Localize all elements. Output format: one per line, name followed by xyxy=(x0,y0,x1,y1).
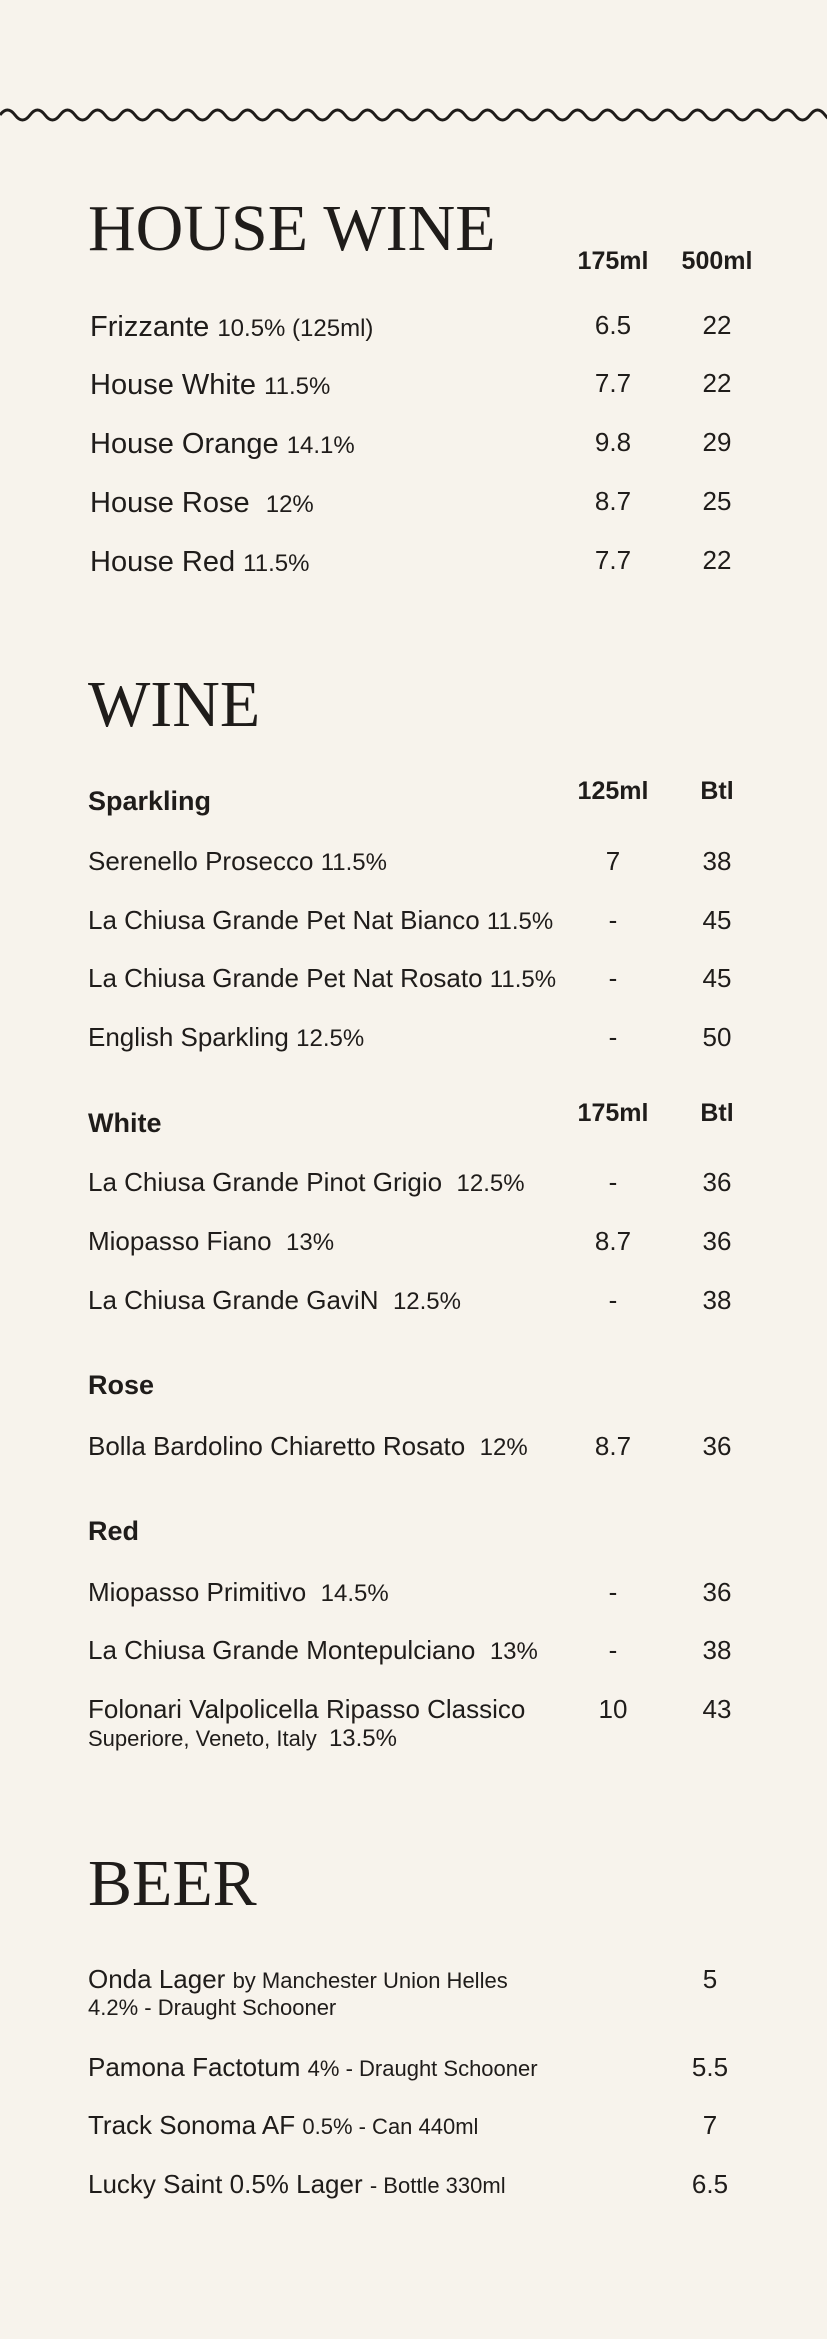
price-glass: 8.7 xyxy=(594,1431,632,1461)
price-500ml: 22 xyxy=(702,310,732,340)
price: 6.5 xyxy=(691,2169,729,2199)
menu-item xyxy=(0,2169,827,2209)
price-glass: - xyxy=(608,963,618,993)
menu-item xyxy=(0,545,827,585)
item-name: Bolla Bardolino Chiaretto Rosato 12% xyxy=(88,1431,528,1461)
price-500ml: 29 xyxy=(702,427,732,457)
menu-item xyxy=(0,486,827,526)
menu-item xyxy=(0,1226,827,1266)
price-glass: 10 xyxy=(598,1694,628,1724)
wave-divider xyxy=(0,104,827,126)
price: 5.5 xyxy=(691,2052,729,2082)
wine-title: WINE xyxy=(88,668,261,741)
item-origin: Superiore, Veneto, Italy 13.5% xyxy=(88,1725,397,1752)
menu-item xyxy=(0,2052,827,2092)
item-name: Folonari Valpolicella Ripasso Classico xyxy=(88,1694,526,1724)
price-bottle: 38 xyxy=(702,1635,732,1665)
sparkling-col-btl: Btl xyxy=(700,777,734,805)
item-name: Track Sonoma AF 0.5% - Can 440ml xyxy=(88,2110,479,2140)
sparkling-col-125ml: 125ml xyxy=(577,777,649,805)
price-glass: 7 xyxy=(605,846,621,876)
menu-item xyxy=(0,427,827,467)
house-wine-col-500ml: 500ml xyxy=(681,247,753,275)
house-wine-title: HOUSE WINE xyxy=(88,192,496,265)
beer-title: BEER xyxy=(88,1847,257,1920)
item-name: La Chiusa Grande Montepulciano 13% xyxy=(88,1635,538,1665)
price-glass: - xyxy=(608,1285,618,1315)
item-name: House Orange 14.1% xyxy=(90,428,355,460)
menu-item xyxy=(0,1285,827,1325)
item-name: Pamona Factotum 4% - Draught Schooner xyxy=(88,2052,538,2082)
item-detail: 4.2% - Draught Schooner xyxy=(88,1995,337,2020)
price-glass: 8.7 xyxy=(594,1226,632,1256)
house-wine-col-175ml: 175ml xyxy=(577,247,649,275)
item-name: House White 11.5% xyxy=(90,369,331,401)
item-name: Onda Lager by Manchester Union Helles xyxy=(88,1964,508,1994)
subsection-white: White xyxy=(88,1108,162,1138)
price-glass: - xyxy=(608,905,618,935)
menu-item xyxy=(0,1167,827,1207)
price-175ml: 7.7 xyxy=(594,368,632,398)
item-name: La Chiusa Grande Pinot Grigio 12.5% xyxy=(88,1167,525,1197)
menu-item xyxy=(0,1431,827,1471)
price-175ml: 7.7 xyxy=(594,545,632,575)
menu-item xyxy=(0,2110,827,2150)
price-175ml: 8.7 xyxy=(594,486,632,516)
white-col-btl: Btl xyxy=(700,1099,734,1127)
item-name: Frizzante 10.5% (125ml) xyxy=(90,311,374,343)
price-bottle: 36 xyxy=(702,1226,732,1256)
item-name: La Chiusa Grande Pet Nat Bianco 11.5% xyxy=(88,905,554,935)
menu-item xyxy=(0,1022,827,1062)
price-glass: - xyxy=(608,1635,618,1665)
price-175ml: 6.5 xyxy=(594,310,632,340)
item-name: Serenello Prosecco 11.5% xyxy=(88,846,387,876)
item-name: House Rose 12% xyxy=(90,487,314,519)
price-glass: - xyxy=(608,1577,618,1607)
item-name: Miopasso Fiano 13% xyxy=(88,1226,335,1256)
price-bottle: 50 xyxy=(702,1022,732,1052)
menu-item xyxy=(0,963,827,1003)
price-glass: - xyxy=(608,1167,618,1197)
white-col-175ml: 175ml xyxy=(577,1099,649,1127)
menu-item xyxy=(0,1694,827,1764)
menu-item xyxy=(0,1577,827,1617)
menu-item xyxy=(0,368,827,408)
menu-item xyxy=(0,1964,827,2034)
subsection-red: Red xyxy=(88,1516,140,1546)
price-bottle: 36 xyxy=(702,1431,732,1461)
price-bottle: 45 xyxy=(702,963,732,993)
price-500ml: 25 xyxy=(702,486,732,516)
item-name: La Chiusa Grande Pet Nat Rosato 11.5% xyxy=(88,963,557,993)
item-name: Lucky Saint 0.5% Lager - Bottle 330ml xyxy=(88,2169,506,2199)
price-bottle: 43 xyxy=(702,1694,732,1724)
subsection-sparkling: Sparkling xyxy=(88,786,212,816)
price-bottle: 38 xyxy=(702,1285,732,1315)
menu-item xyxy=(0,310,827,350)
price-500ml: 22 xyxy=(702,368,732,398)
menu-item xyxy=(0,905,827,945)
item-name: House Red 11.5% xyxy=(90,546,310,578)
menu-item xyxy=(0,1635,827,1675)
price-bottle: 36 xyxy=(702,1167,732,1197)
price-bottle: 36 xyxy=(702,1577,732,1607)
item-name: Miopasso Primitivo 14.5% xyxy=(88,1577,389,1607)
item-name: English Sparkling 12.5% xyxy=(88,1022,365,1052)
menu-item xyxy=(0,846,827,886)
price-bottle: 38 xyxy=(702,846,732,876)
price: 5 xyxy=(702,1964,718,1994)
price-500ml: 22 xyxy=(702,545,732,575)
subsection-rose: Rose xyxy=(88,1370,155,1400)
item-name: La Chiusa Grande GaviN 12.5% xyxy=(88,1285,461,1315)
price-bottle: 45 xyxy=(702,905,732,935)
price-175ml: 9.8 xyxy=(594,427,632,457)
price: 7 xyxy=(702,2110,718,2140)
price-glass: - xyxy=(608,1022,618,1052)
